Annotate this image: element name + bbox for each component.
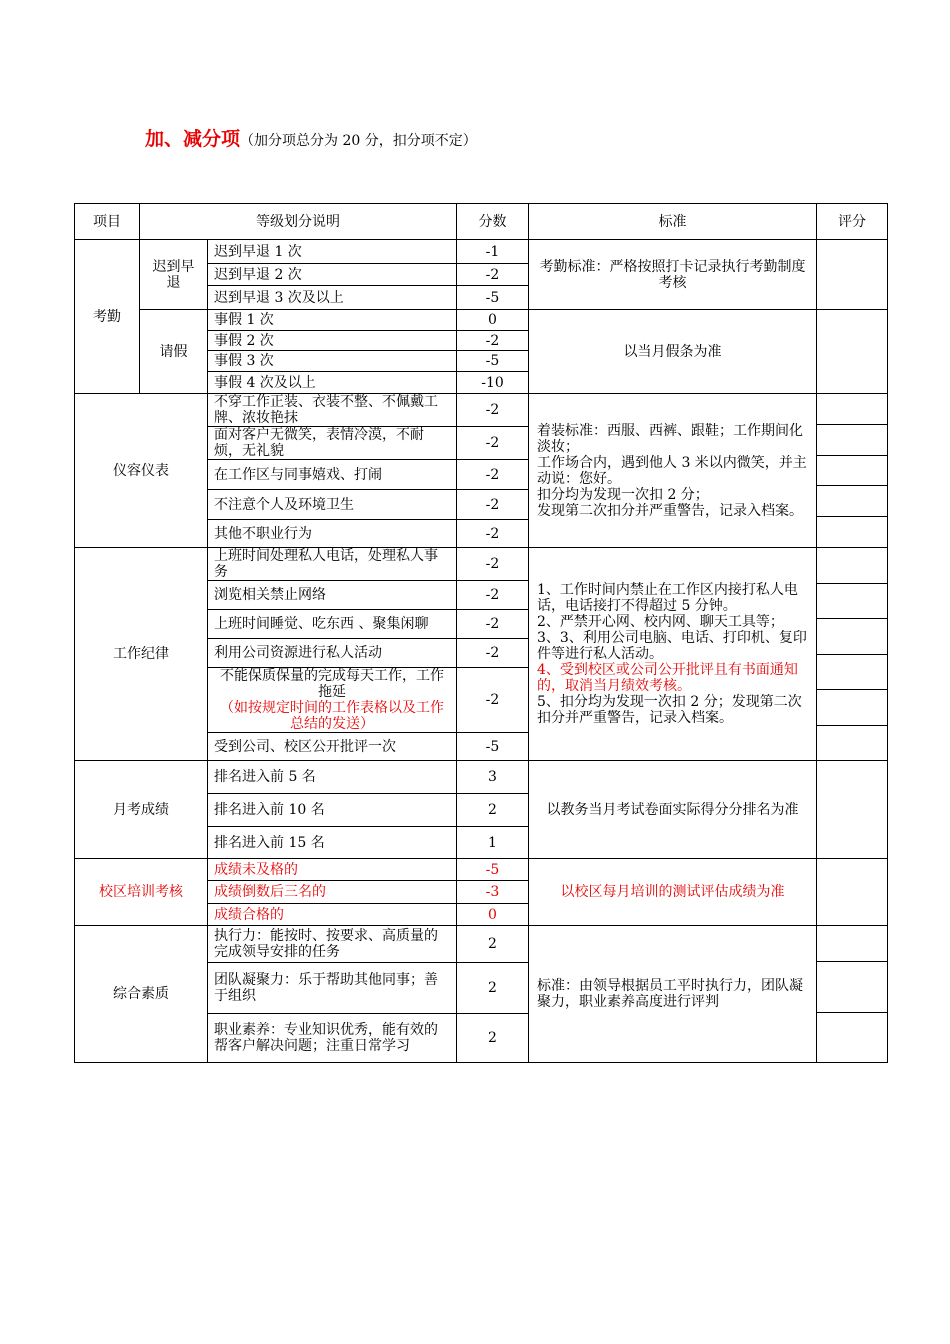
standard-quality: 标准：由领导根据员工平时执行力，团队凝聚力，职业素养高度进行评判 [529, 926, 817, 1063]
row-desc: 迟到早退 1 次 [208, 240, 457, 264]
row-score: -2 [457, 520, 529, 548]
rating-cell[interactable] [817, 859, 888, 926]
category-appearance: 仪容仪表 [75, 394, 208, 548]
category-attendance: 考勤 [75, 240, 140, 394]
row-desc: 职业素养：专业知识优秀，能有效的帮客户解决问题；注重日常学习 [208, 1013, 457, 1062]
row-score: -2 [457, 490, 529, 520]
row-desc: 浏览相关禁止网络 [208, 581, 457, 610]
rating-cell[interactable] [817, 690, 887, 726]
standard-late: 考勤标准：严格按照打卡记录执行考勤制度考核 [529, 240, 817, 310]
row-desc: 事假 3 次 [208, 351, 457, 372]
row-score: -5 [457, 859, 529, 881]
table-row [75, 761, 888, 794]
row-desc: 上班时间处理私人电话，处理私人事务 [208, 548, 457, 581]
rating-cell[interactable] [817, 425, 887, 456]
row-score: -5 [457, 286, 529, 310]
row-desc: 成绩倒数后三名的 [208, 881, 457, 904]
row-score: 2 [457, 1013, 529, 1062]
row-desc-note: （如按规定时间的工作表格以及工作总结的发送） [220, 700, 444, 732]
row-score: -1 [457, 240, 529, 264]
row-score: -2 [457, 427, 529, 460]
row-desc: 事假 4 次及以上 [208, 372, 457, 394]
rating-column-appearance [817, 394, 888, 548]
rating-cell[interactable] [817, 584, 887, 620]
row-desc: 受到公司、校区公开批评一次 [208, 733, 457, 761]
row-score: -2 [457, 394, 529, 427]
standard-line: 发现第二次扣分并严重警告，记录入档案。 [537, 502, 803, 519]
row-desc: 其他不职业行为 [208, 520, 457, 548]
standard-line-highlight: 4、受到校区或公司公开批评且有书面通知的，取消当月绩效考核。 [537, 662, 798, 694]
row-score: -3 [457, 881, 529, 904]
header-score: 分数 [457, 204, 529, 240]
row-desc: 团队凝聚力：乐于帮助其他同事；善于组织 [208, 963, 457, 1013]
page-subtitle: （加分项总分为 20 分，扣分项不定） [240, 133, 477, 149]
rating-cell[interactable] [817, 619, 887, 655]
standard-line: 3、3、利用公司电脑、电话、打印机、复印件等进行私人活动。 [537, 630, 807, 662]
row-desc: 事假 1 次 [208, 310, 457, 331]
category-training: 校区培训考核 [75, 859, 208, 926]
rating-cell[interactable] [817, 310, 888, 394]
row-desc: 排名进入前 10 名 [208, 794, 457, 827]
row-desc: 在工作区与同事嬉戏、打闹 [208, 460, 457, 490]
rating-column-quality [817, 926, 888, 1063]
header-standard: 标准 [529, 204, 817, 240]
standard-line: 2、严禁开心网、校内网、聊天工具等； [537, 614, 784, 630]
header-description: 等级划分说明 [140, 204, 457, 240]
standard-training: 以校区每月培训的测试评估成绩为准 [529, 859, 817, 926]
table-row [75, 394, 888, 427]
row-desc: 排名进入前 15 名 [208, 827, 457, 859]
row-score: -2 [457, 581, 529, 610]
standard-appearance [529, 394, 817, 548]
rating-cell[interactable] [817, 726, 887, 761]
rating-cell[interactable] [817, 517, 887, 547]
row-desc: 事假 2 次 [208, 331, 457, 351]
rating-cell[interactable] [817, 761, 888, 859]
standard-line: 5、扣分均为发现一次扣 2 分；发现第二次扣分并严重警告，记录入档案。 [537, 694, 802, 726]
row-score: -2 [457, 548, 529, 581]
row-desc: 成绩合格的 [208, 904, 457, 926]
standard-line: 工作场合内，遇到他人 3 米以内微笑，并主动说：您好。 [537, 454, 807, 487]
row-desc: 不注意个人及环境卫生 [208, 490, 457, 520]
row-desc: 成绩未及格的 [208, 859, 457, 881]
row-desc: 排名进入前 5 名 [208, 761, 457, 794]
table-row [75, 548, 888, 581]
row-desc-text: 不能保质保量的完成每天工作，工作拖延 [220, 668, 444, 700]
row-score: -2 [457, 610, 529, 639]
rating-cell[interactable] [817, 926, 887, 962]
row-desc: 执行力：能按时、按要求、高质量的完成领导安排的任务 [208, 926, 457, 963]
standard-discipline [529, 548, 817, 761]
row-score: -2 [457, 264, 529, 286]
row-score: 0 [457, 904, 529, 926]
rating-cell[interactable] [817, 456, 887, 487]
subcategory-late: 迟到早退 [140, 240, 208, 310]
row-score: -10 [457, 372, 529, 394]
standard-line: 着装标准：西服、西裤、跟鞋；工作期间化淡妆； [537, 422, 803, 455]
row-score: 3 [457, 761, 529, 794]
table-row [75, 859, 888, 881]
standard-leave: 以当月假条为准 [529, 310, 817, 394]
header-item: 项目 [75, 204, 140, 240]
scoring-table [74, 203, 888, 1063]
standard-line: 扣分均为发现一次扣 2 分； [537, 486, 709, 503]
row-desc: 上班时间睡觉、吃东西 、聚集闲聊 [208, 610, 457, 639]
row-score: 0 [457, 310, 529, 331]
table-row [75, 240, 888, 264]
row-score: -2 [457, 668, 529, 733]
category-discipline: 工作纪律 [75, 548, 208, 761]
row-desc: 不穿工作正装、衣装不整、不佩戴工牌、浓妆艳抹 [208, 394, 457, 427]
subcategory-leave: 请假 [140, 310, 208, 394]
page-title: 加、减分项 [145, 128, 241, 150]
row-score: 1 [457, 827, 529, 859]
row-desc: 迟到早退 3 次及以上 [208, 286, 457, 310]
page-heading [145, 124, 477, 151]
row-desc [208, 668, 457, 733]
category-quality: 综合素质 [75, 926, 208, 1063]
row-score: -2 [457, 639, 529, 668]
rating-cell[interactable] [817, 655, 887, 691]
rating-cell[interactable] [817, 394, 887, 425]
table-header-row [75, 204, 888, 240]
row-score: -5 [457, 351, 529, 372]
row-score: -2 [457, 460, 529, 490]
row-score: -5 [457, 733, 529, 761]
row-score: 2 [457, 963, 529, 1013]
rating-cell[interactable] [817, 962, 887, 1013]
category-exam: 月考成绩 [75, 761, 208, 859]
row-desc: 迟到早退 2 次 [208, 264, 457, 286]
row-score: 2 [457, 794, 529, 827]
rating-cell[interactable] [817, 486, 887, 517]
rating-cell[interactable] [817, 240, 888, 310]
rating-cell[interactable] [817, 548, 887, 584]
table-row [75, 926, 888, 963]
standard-exam: 以教务当月考试卷面实际得分分排名为准 [529, 761, 817, 859]
row-score: -2 [457, 331, 529, 351]
row-desc: 面对客户无微笑，表情冷漠，不耐烦，无礼貌 [208, 427, 457, 460]
row-desc: 利用公司资源进行私人活动 [208, 639, 457, 668]
table-row [75, 310, 888, 331]
standard-line: 1、工作时间内禁止在工作区内接打私人电话，电话接打不得超过 5 分钟。 [537, 582, 798, 614]
header-rating: 评分 [817, 204, 888, 240]
row-score: 2 [457, 926, 529, 963]
rating-column-discipline [817, 548, 888, 761]
rating-cell[interactable] [817, 1013, 887, 1062]
